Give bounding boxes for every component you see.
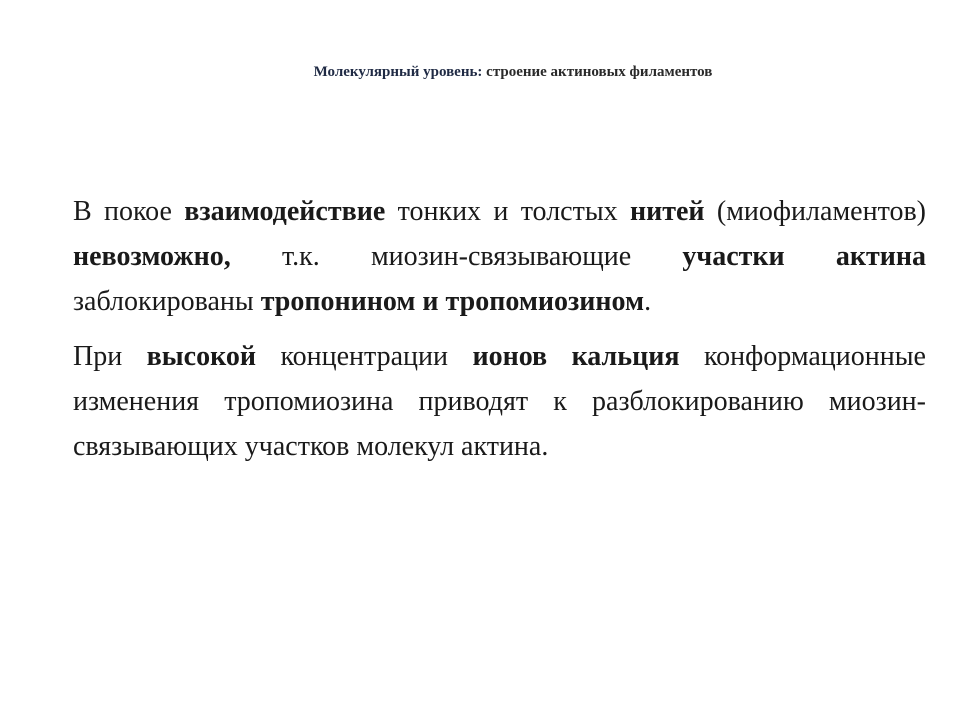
bold-term: ионов кальция — [472, 341, 680, 372]
text-segment: . — [644, 286, 652, 317]
text-segment: конформационные изменения тропомиозина приводят к разблокированию миозин-связывающих участков молекул актина. — [73, 341, 926, 462]
bold-term: невозможно, — [73, 241, 231, 272]
bold-term: участки актина — [682, 241, 926, 272]
text-segment: (миофиламентов) — [704, 196, 926, 227]
text-segment: В покое — [73, 196, 185, 227]
bold-term: тропонином и тропомиозином — [260, 286, 645, 317]
bold-term: нитей — [629, 196, 705, 227]
paragraph-calcium — [73, 334, 926, 469]
slide-title — [0, 64, 960, 81]
text-segment: т.к. миозин-связывающие — [230, 241, 683, 272]
slide-title-rest: строение актиновых филаментов — [482, 64, 713, 80]
slide-title-bold: Молекулярный уровень: — [313, 64, 483, 80]
text-segment: При — [73, 341, 147, 372]
paragraph-rest-state — [73, 189, 926, 324]
text-segment: концентрации — [255, 341, 473, 372]
text-segment: тонких и толстых — [385, 196, 630, 227]
text-segment: заблокированы — [73, 286, 261, 317]
bold-term: взаимодействие — [184, 196, 386, 227]
slide-body — [73, 189, 926, 469]
bold-term: высокой — [146, 341, 256, 372]
